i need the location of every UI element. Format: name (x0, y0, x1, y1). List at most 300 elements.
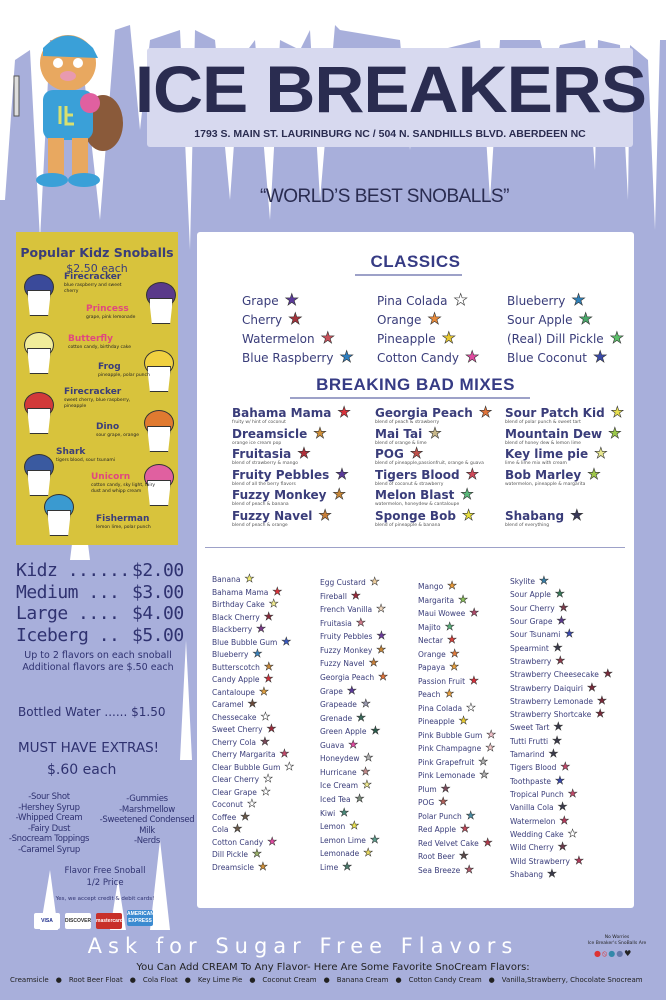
star-icon: ★ (232, 822, 243, 836)
flavor-name: Blue Coconut (507, 351, 587, 365)
flavor-name: Strawberry (510, 656, 552, 666)
flavor-list-item (320, 805, 388, 819)
beaver-mascot-logo (8, 28, 126, 198)
mix-name: Bob Marley (505, 467, 582, 482)
star-icon: ★ (465, 464, 480, 483)
flavor-name: Guava (320, 740, 345, 750)
flavor-list-item (510, 773, 613, 787)
star-icon: ★ (279, 747, 290, 761)
star-icon: ★ (482, 835, 493, 849)
star-icon: ★ (586, 680, 597, 694)
mix-name: Key lime pie (505, 447, 589, 461)
classic-flavor (377, 328, 456, 347)
extras-title: MUST HAVE EXTRAS! (18, 740, 160, 756)
kidz-item (68, 334, 131, 351)
mix-name: Dreamsicle (232, 426, 308, 441)
flavor-list-item (418, 727, 497, 741)
flavor-name: Fuzzy Monkey (320, 645, 373, 655)
star-icon: ★ (460, 485, 474, 503)
cream-heading: You Can Add CREAM To Any Flavor- Here Are Some Favorite SnoCream Flavors: (136, 962, 530, 973)
flavor-name: (Real) Dill Pickle (507, 332, 604, 346)
snoball-cup-icon (144, 410, 174, 452)
flavor-list-item (418, 581, 496, 591)
flavor-name: Orange (377, 313, 422, 327)
mix-flavor (375, 487, 474, 508)
flavor-name: Grenade (320, 713, 353, 723)
kidz-item-name: Fisherman (96, 514, 150, 524)
flavor-list-item (418, 646, 496, 660)
flavor-list-item (320, 631, 388, 641)
flavor-name: Cherry (242, 313, 283, 327)
cup-body (27, 290, 51, 316)
bullet-icon: ● (395, 976, 402, 984)
flavor-name: Fruitasia (320, 618, 352, 628)
flavor-name: Clear Grape (212, 787, 257, 797)
flavor-name: Fruity Pebbles (320, 632, 373, 642)
classic-flavor (377, 347, 479, 366)
kidz-item-desc: cotton candy, birthday cake (68, 345, 131, 350)
mix-flavor (375, 505, 476, 529)
flavor-name: Pina Colada (377, 294, 448, 308)
flavor-name: Strawberry Daiquiri (510, 683, 583, 693)
classic-flavor (377, 309, 442, 328)
flavor-list-item (320, 588, 388, 602)
star-icon: ★ (458, 849, 469, 863)
cup-body (147, 366, 171, 392)
mix-name-row (505, 505, 584, 524)
mix-name: Shabang (505, 508, 565, 523)
flavor-list-item (320, 683, 388, 697)
star-icon: ★ (368, 656, 379, 670)
flavor-list-item (212, 824, 294, 834)
cup-body (149, 298, 173, 324)
star-icon: ★ (268, 597, 279, 611)
kidz-item (86, 304, 135, 321)
mix-name-row (375, 505, 476, 524)
star-icon: ★ (553, 720, 564, 734)
mix-flavor (375, 423, 442, 447)
flavor-list-item (418, 824, 496, 834)
star-icon: ★ (240, 809, 251, 823)
flavor-list-item (510, 600, 613, 614)
flavor-name: Coconut (212, 800, 243, 810)
star-icon: ★ (458, 592, 468, 606)
star-icon: ★ (564, 627, 575, 641)
flavor-name: Egg Custard (320, 578, 366, 587)
flavor-list-item (510, 866, 613, 880)
flavor-name: Pineapple (418, 717, 455, 727)
flavor-list-item (212, 784, 294, 798)
flavor-list-item (510, 762, 613, 772)
mix-desc: blend of honey dew & lemon lime (505, 440, 581, 446)
star-icon: ★ (320, 328, 335, 347)
kidz-item-name: Firecracker (64, 272, 122, 282)
star-icon: ★ (355, 615, 366, 629)
cream-flavor: Banana Cream (336, 976, 389, 984)
star-icon: ★ (464, 862, 475, 876)
flavor-column (418, 581, 496, 875)
classic-flavor (242, 328, 335, 347)
dots: .... (67, 603, 120, 624)
star-icon: ★ (573, 853, 584, 867)
star-icon: ★ (458, 714, 469, 728)
divider (290, 397, 530, 399)
divider (355, 274, 462, 276)
star-icon: ★ (263, 772, 273, 786)
flavor-name: Sour Cherry (510, 603, 555, 613)
mix-desc: blend of pineapple & banana (375, 522, 441, 528)
flavor-list-item (510, 813, 613, 827)
size-price: $4.00 (132, 603, 184, 624)
classics-heading: CLASSICS (370, 252, 461, 271)
flavor-name: Black Cherry (212, 612, 260, 622)
flavor-name: Sour Apple (507, 313, 573, 327)
flavor-list-item (320, 604, 388, 614)
cream-flavor: Creamsicle (10, 976, 49, 984)
star-icon: ★ (409, 444, 424, 462)
flavor-list-item (418, 851, 496, 861)
mix-flavor (375, 446, 484, 467)
allergen-free-icons: ●⦸●●♥ (594, 949, 633, 958)
star-icon: ★ (258, 684, 269, 698)
flavor-name: Lime (320, 862, 339, 872)
star-icon: ★ (555, 773, 565, 787)
snoball-cup-icon (24, 392, 54, 434)
flavor-list-item (212, 584, 294, 598)
star-icon: ★ (428, 423, 442, 442)
classic-flavor (507, 309, 593, 328)
star-icon: ★ (288, 309, 303, 328)
star-icon: ★ (578, 309, 593, 328)
star-icon: ★ (469, 673, 479, 687)
flavor-list-item (320, 658, 388, 668)
size-price: $3.00 (132, 581, 184, 603)
extras-list-right (97, 794, 197, 847)
flavor-list-item (320, 848, 388, 858)
mix-desc: blend of coconut & strawberry (375, 481, 444, 487)
flavor-name: Watermelon (510, 816, 556, 826)
star-icon: ★ (356, 710, 366, 724)
kidz-item-name: Frog (98, 362, 121, 372)
flavor-list-item (212, 684, 294, 698)
star-icon: ★ (297, 444, 311, 462)
star-icon: ★ (440, 781, 451, 795)
mixes-heading: BREAKING BAD MIXES (316, 375, 515, 394)
mix-flavor (505, 446, 608, 467)
bullet-icon: ● (184, 976, 191, 984)
star-icon: ★ (376, 629, 387, 643)
star-icon: ★ (349, 819, 360, 833)
flavor-name: Hurricane (320, 767, 357, 777)
snoball-cup-icon (24, 274, 54, 316)
flavor-name: Blue Bubble Gum (212, 637, 278, 647)
flavor-name: Grapeade (320, 700, 357, 710)
flavor-name: Georgia Peach (320, 672, 375, 682)
flavor-name: Sour Apple (510, 590, 551, 600)
mix-name-row (232, 487, 346, 502)
star-icon: ★ (378, 669, 389, 683)
mix-name: Sponge Bob (375, 508, 456, 523)
star-icon: ★ (363, 751, 374, 765)
flavor-list-item (212, 749, 294, 759)
kidz-item (98, 362, 150, 379)
flavor-list-item (212, 634, 294, 648)
flavor-list-item (320, 737, 388, 751)
flavor-list-item (418, 700, 496, 714)
flavor-name: Sour Grape (510, 616, 553, 626)
flavor-list-item (212, 724, 294, 734)
star-icon: ★ (263, 672, 274, 686)
kidz-item-name: Princess (86, 304, 129, 314)
mix-desc: blend of peach & orange (232, 522, 288, 528)
flavor-list-item (418, 797, 496, 807)
star-icon: ★ (464, 347, 480, 366)
flavor-list-item (320, 780, 388, 790)
star-icon: ★ (363, 846, 374, 860)
star-icon: ★ (313, 423, 327, 442)
flavor-list-item (320, 577, 388, 587)
flavor-list-item (510, 802, 613, 812)
star-icon: ★ (546, 866, 557, 880)
mix-name-row (232, 505, 332, 524)
classic-flavor (507, 328, 624, 347)
flavor-list-item (418, 754, 496, 768)
star-icon: ★ (284, 290, 299, 309)
flavor-name: Cola (212, 825, 229, 835)
flavor-column (320, 577, 388, 872)
flavor-name: Red Apple (418, 825, 456, 835)
flavor-list-item (212, 709, 294, 723)
flavor-name: Pink Bubble Gum (418, 730, 483, 740)
star-icon: ★ (362, 778, 372, 792)
kidz-item-desc: sour grape, orange (96, 433, 140, 438)
flavor-list-item (510, 722, 613, 732)
mix-name: Fuzzy Monkey (232, 488, 327, 502)
size-label: Kidz (16, 560, 58, 581)
bottled-water-price: Bottled Water ...... $1.50 (18, 705, 166, 719)
flavor-list-item (510, 693, 613, 707)
flavor-list-item (510, 826, 613, 840)
mix-desc: blend of peach & strawberry (375, 420, 440, 425)
flavor-name: Tamarind (510, 750, 545, 760)
size-label: Large (16, 603, 68, 624)
kidz-item-name: Unicorn (91, 472, 131, 482)
mix-name: Mountain Dew (505, 426, 603, 441)
discover-logo: DISCOVER (65, 913, 91, 929)
price-row (16, 581, 184, 604)
flavor-list-item (510, 640, 613, 654)
flavor-name: Nectar (418, 636, 443, 646)
cup-body (27, 408, 51, 434)
flavor-name: Blackberry (212, 625, 253, 635)
flavor-name: Strawberry Cheesecake (510, 670, 599, 680)
flavor-name: Honeydew (320, 754, 360, 764)
flavor-name: Dreamsicle (212, 862, 255, 872)
snoball-cup-icon (146, 282, 176, 324)
star-icon: ★ (557, 840, 568, 854)
mix-desc: lime & lime mix with cream (505, 461, 567, 466)
kidz-item-desc: cotton candy, sky light, fairy dust and whipp cream (91, 483, 156, 494)
cream-flavor: Root Beer Float (68, 976, 123, 984)
classic-flavor (242, 347, 354, 366)
flavor-list-item (418, 662, 496, 672)
star-icon: ★ (465, 808, 476, 822)
flavor-list-item (320, 615, 388, 629)
flavor-list-item (320, 726, 388, 736)
snoball-cup-icon (44, 494, 74, 536)
flavor-name: Clear Bubble Gum (212, 762, 281, 772)
flavor-name: Lemon Lime (320, 835, 366, 845)
mix-name-row (505, 405, 624, 420)
mix-desc: blend of orange & lime (375, 440, 427, 446)
mix-name-row (375, 446, 484, 461)
divider (205, 547, 625, 548)
extra-item: -Sour Shot (28, 792, 70, 802)
flavor-list-item (418, 592, 496, 606)
flavor-name: Grape (242, 294, 279, 308)
flavor-list-item (320, 764, 388, 778)
star-icon: ★ (602, 667, 613, 681)
kidz-item (91, 472, 161, 495)
star-icon: ★ (427, 309, 442, 328)
mix-flavor (232, 505, 332, 529)
mix-desc: blend of pineapple,passionfruit, orange & guava (375, 461, 484, 466)
flavor-name: Pineapple (377, 332, 436, 346)
star-icon: ★ (449, 660, 460, 674)
flavor-list-item (510, 576, 613, 586)
star-icon: ★ (461, 505, 476, 524)
flavor-name: Mango (418, 582, 444, 591)
kidz-item-desc: pineapple, polar punch (98, 373, 150, 378)
flavor-name: Sea Breeze (418, 865, 461, 875)
bullet-icon: ● (129, 976, 136, 984)
mix-desc: blend of polar punch & sweet tart (505, 420, 581, 425)
flavor-list-item (212, 774, 294, 784)
flavor-list-item (212, 809, 294, 823)
snoball-cup-icon (24, 332, 54, 374)
mix-desc: blend of strawberry & mango (232, 461, 299, 466)
flavor-list-item (418, 689, 496, 699)
star-icon: ★ (335, 464, 349, 483)
star-icon: ★ (556, 613, 567, 627)
star-icon: ★ (459, 822, 470, 836)
star-icon: ★ (557, 800, 568, 814)
dots: ...... (57, 560, 130, 581)
mix-name: Fruitasia (232, 447, 292, 461)
star-icon: ★ (571, 290, 586, 309)
flavor-list-item (320, 832, 388, 846)
flavor-name: Shabang (510, 869, 543, 879)
flavor-list-item (212, 649, 294, 659)
header-banner (134, 48, 646, 147)
dots: .. (88, 624, 120, 646)
flavor-name: Fireball (320, 591, 347, 601)
kidz-item-desc: grape, pink lemonade (86, 315, 136, 320)
mix-name: Tigers Blood (375, 467, 460, 482)
flavor-list-item (320, 821, 388, 831)
flavor-name: Pink Grapefruit (418, 757, 475, 767)
star-icon: ★ (244, 572, 255, 585)
flavor-name: Tigers Blood (510, 763, 557, 773)
cup-body (27, 470, 51, 496)
flavor-name: Wedding Cake (510, 829, 564, 839)
kidz-item-desc: tigers blood, sour tsunami (56, 458, 116, 463)
star-icon: ★ (587, 464, 601, 483)
star-icon: ★ (444, 619, 455, 633)
flavor-name: Cotton Candy (212, 837, 264, 847)
flavor-list-item (418, 619, 496, 633)
flavor-name: Butterscotch (212, 662, 260, 672)
kidz-price: $2.50 each (66, 262, 128, 275)
star-icon: ★ (610, 403, 625, 421)
kidz-item (96, 514, 151, 531)
star-icon: ★ (559, 813, 570, 827)
star-icon: ★ (608, 423, 622, 442)
flavor-name: Margarita (418, 595, 455, 605)
bullet-icon: ● (323, 976, 330, 984)
star-icon: ★ (346, 683, 357, 697)
flavor-name: Polar Punch (418, 811, 462, 821)
flavor-list-item (510, 669, 613, 679)
flavor-name: Majito (418, 622, 441, 632)
cards-note: Yes, we accept credit & debit cards! (55, 896, 155, 902)
star-icon: ★ (332, 485, 346, 503)
flavor-name: Grape (320, 686, 343, 696)
flavor-list-item (510, 589, 613, 599)
payment-cards (34, 907, 158, 929)
flavor-list-item (212, 734, 294, 748)
mix-desc: orange ice cream pop (232, 440, 282, 446)
price-row (16, 624, 184, 647)
cream-flavor: Coconut Cream (262, 976, 317, 984)
star-icon: ★ (595, 707, 606, 721)
flavor-list-item (212, 674, 294, 684)
classic-flavor (242, 309, 302, 328)
bullet-icon: ● (488, 976, 495, 984)
mix-name-row (232, 423, 327, 442)
mix-name: Melon Blast (375, 488, 455, 502)
flavor-name: POG (418, 798, 435, 808)
kidz-item (64, 387, 134, 410)
flavor-name: Cantaloupe (212, 687, 255, 697)
flavor-name: Blue Raspberry (242, 351, 334, 365)
kidz-item-name: Dino (96, 422, 120, 432)
extra-item: -Snocream Toppings (8, 834, 90, 844)
flavor-list-item (212, 574, 294, 584)
star-icon: ★ (260, 709, 271, 723)
cup-body (147, 426, 171, 452)
flavor-name: Blueberry (212, 650, 249, 660)
star-icon: ★ (558, 600, 569, 614)
mix-name: Fuzzy Navel (232, 508, 313, 523)
flavor-name: Papaya (418, 663, 446, 673)
flavor-name: Sweet Cherry (212, 725, 263, 735)
flavor-column (510, 576, 613, 879)
mix-name-row (375, 487, 474, 502)
flavor-list-item (418, 808, 496, 822)
flavor-list-item (510, 709, 613, 719)
mix-desc: blend of everything (505, 522, 550, 528)
flavor-list-item (510, 853, 613, 867)
star-icon: ★ (539, 574, 549, 587)
star-icon: ★ (342, 859, 353, 873)
flavor-name: French Vanilla (320, 605, 373, 615)
kidz-item-name: Shark (56, 447, 86, 457)
cream-flavor-list (10, 976, 643, 984)
flavor-name: Lemon (320, 822, 346, 832)
flavor-name: Tropical Punch (510, 790, 564, 799)
flavor-name: Wild Strawberry (510, 856, 570, 866)
